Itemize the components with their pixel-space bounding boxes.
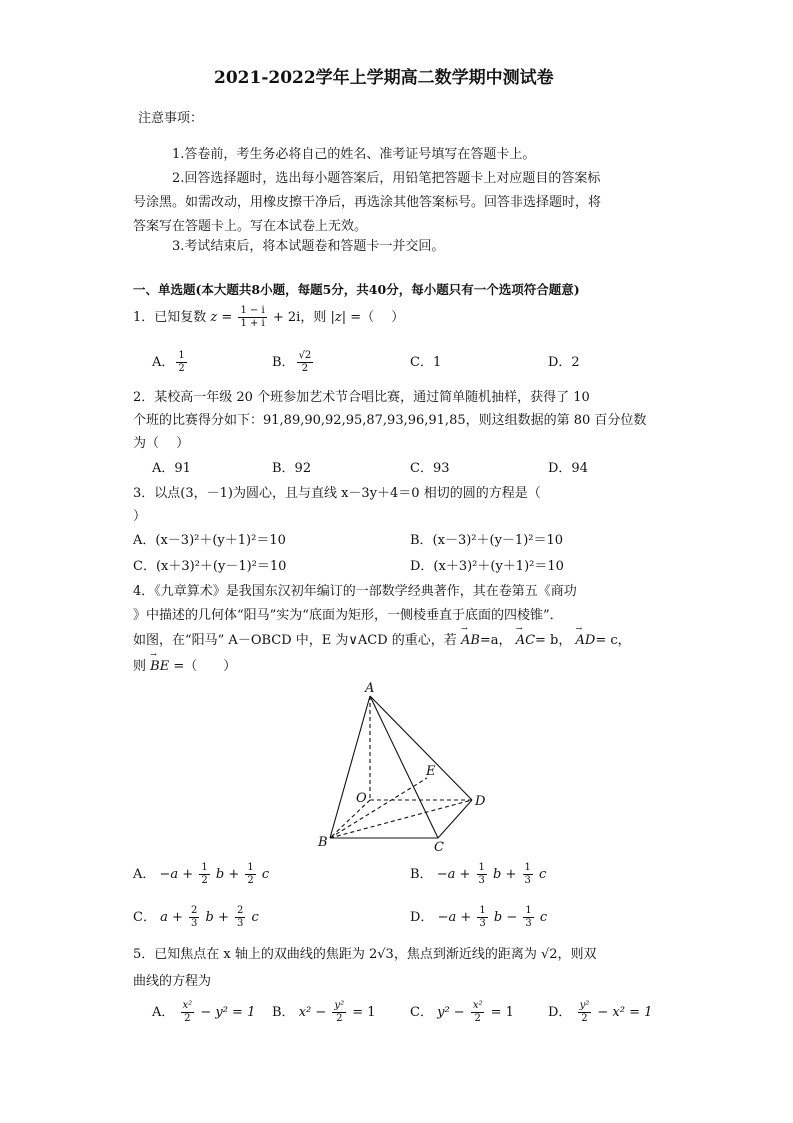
label-d: D xyxy=(475,794,486,809)
q4-option-b xyxy=(410,862,546,887)
q5-a-rest: − y² = 1 xyxy=(200,1005,256,1020)
q4-c-term-1: a + xyxy=(160,910,183,925)
edge-ab xyxy=(330,696,370,838)
notice-item-3: 3.考试结束后，将本试题卷和答题卡一并交回。 xyxy=(172,239,445,254)
q4-b-frac-1 xyxy=(477,862,487,887)
q4-d-frac-1 xyxy=(477,905,487,930)
q5-b-pre: x² − xyxy=(298,1005,327,1020)
q4-option-a xyxy=(133,862,269,887)
q5-d-label: D． xyxy=(548,1005,572,1020)
q4-d-label: D． xyxy=(410,910,434,925)
q5-c-label: C． xyxy=(410,1005,433,1020)
q1-abs: |z| xyxy=(330,310,347,325)
q4-line-3 xyxy=(133,634,631,647)
q4-a-term-3: c xyxy=(261,867,270,882)
q4-option-c xyxy=(133,905,259,930)
q4-c-frac-1 xyxy=(189,905,199,930)
q1-num: 1 − i xyxy=(240,305,265,316)
q4-d-term-2: b − xyxy=(493,910,518,925)
q5-d-den: 2 xyxy=(581,1013,588,1024)
q4-c-label: C． xyxy=(133,910,156,925)
q5-line-1: 5．已知焦点在 x 轴上的双曲线的焦距为 2√3，焦点到渐近线的距离为 √2，则双 xyxy=(133,947,597,962)
q1-den: 1 + i xyxy=(240,318,265,329)
q1-a-den: 2 xyxy=(178,363,185,374)
q4-a-term-2: b + xyxy=(215,867,240,882)
q5-c-den: 2 xyxy=(474,1013,481,1024)
notice-item-1: 1.答卷前，考生务必将自己的姓名、准考证号填写在答题卡上。 xyxy=(172,147,536,162)
q4-a-frac-1-den: 2 xyxy=(201,875,208,886)
q4-line-4-suffix: =（ ） xyxy=(173,659,237,674)
notice-item-2-cont2: 答案写在答题卡上。写在本试卷上无效。 xyxy=(133,219,368,234)
page-title: 2021-2022学年上学期高二数学期中测试卷 xyxy=(214,68,554,88)
q2-line-1: 2．某校高一年级 20 个班参加艺术节合唱比赛，通过简单随机抽样，获得了 10 xyxy=(133,390,590,405)
q4-vec-ad: → AD xyxy=(576,634,596,647)
q5-b-num: y² xyxy=(334,1000,345,1011)
q4-vec-ac: → AC xyxy=(516,634,535,647)
q4-d-term-3: c xyxy=(539,910,548,925)
q1-a-frac xyxy=(176,350,186,375)
notice-heading: 注意事项： xyxy=(138,111,204,126)
q5-b-label: B． xyxy=(272,1005,295,1020)
q4-option-d xyxy=(410,905,547,930)
section-heading: 一、单选题(本大题共8小题，每题5分，共40分，每小题只有一个选项符合题意) xyxy=(133,282,580,297)
q1-a-num: 1 xyxy=(178,350,185,361)
q5-option-d xyxy=(548,1000,652,1025)
question-1 xyxy=(133,305,404,330)
q5-option-b xyxy=(272,1000,376,1025)
q1-fraction xyxy=(238,305,266,330)
q5-c-pre: y² − xyxy=(437,1005,465,1020)
q4-vec-ab: → AB xyxy=(461,634,480,647)
q4-a-term-1: −a + xyxy=(159,867,194,882)
q4-b-label: B． xyxy=(410,867,433,882)
label-b: B xyxy=(318,835,328,850)
q1-option-b xyxy=(272,350,315,375)
notice-item-2: 2.回答选择题时，选出每小题答案后，用铅笔把答题卡上对应题目的答案标 xyxy=(172,171,601,186)
label-a: A xyxy=(365,681,375,696)
q3-line-1: 3．以点(3，－1)为圆心，且与直线 x－3y＋4＝0 相切的圆的方程是（ xyxy=(133,486,541,501)
q5-d-num: y² xyxy=(579,1000,590,1011)
q1-option-d: D．2 xyxy=(548,355,580,370)
q5-a-frac xyxy=(181,1000,195,1025)
q4-d-frac-2-num: 1 xyxy=(525,905,532,916)
q4-b-term-1: −a + xyxy=(436,867,471,882)
q4-b-frac-2-den: 3 xyxy=(524,875,531,886)
q4-b-frac-2-num: 1 xyxy=(524,862,531,873)
q3-option-d: D．(x＋3)²＋(y＋1)²＝10 xyxy=(410,559,564,574)
q2-option-c: C．93 xyxy=(410,461,450,476)
q4-a-frac-1-num: 1 xyxy=(201,862,208,873)
q5-a-num: x² xyxy=(182,1000,193,1011)
q5-c-num: x² xyxy=(472,1000,483,1011)
edge-cd xyxy=(438,800,472,838)
q4-eq-a: =a， xyxy=(479,633,512,648)
q1-b-den: 2 xyxy=(301,363,309,374)
q1-plus: + 2i，则 xyxy=(272,310,327,325)
q2-option-a: A．91 xyxy=(152,461,191,476)
q1-z: z = xyxy=(210,310,233,325)
q5-b-frac xyxy=(332,1000,346,1025)
q2-option-b: B．92 xyxy=(272,461,312,476)
q5-b-den: 2 xyxy=(336,1013,343,1024)
q4-eq-b: = b， xyxy=(535,633,572,648)
q4-c-frac-2 xyxy=(235,905,245,930)
q5-option-a xyxy=(152,1000,255,1025)
q4-b-frac-1-den: 3 xyxy=(478,875,485,886)
pyramid-figure xyxy=(310,678,500,854)
q5-a-label: A． xyxy=(152,1005,175,1020)
q2-option-d: D．94 xyxy=(548,461,588,476)
q4-d-frac-1-num: 1 xyxy=(479,905,486,916)
q4-b-term-3: c xyxy=(539,867,547,882)
q1-b-label: B． xyxy=(272,355,295,370)
q5-a-den: 2 xyxy=(184,1013,191,1024)
q4-line-4 xyxy=(133,660,236,673)
q1-option-a xyxy=(152,350,189,375)
q5-option-c xyxy=(410,1000,514,1025)
label-e: E xyxy=(426,764,436,779)
q5-b-rest: = 1 xyxy=(352,1005,376,1020)
q4-a-label: A． xyxy=(133,867,156,882)
q3-option-b: B．(x－3)²＋(y－1)²＝10 xyxy=(410,533,564,548)
notice-item-2-cont: 号涂黑。如需改动，用橡皮擦干净后，再选涂其他答案标号。回答非选择题时，将 xyxy=(133,195,602,210)
q4-a-frac-1 xyxy=(199,862,209,887)
q1-b-num: √2 xyxy=(298,350,312,361)
q4-vec-be: → BE xyxy=(150,660,169,673)
q4-c-term-2: b + xyxy=(205,910,229,925)
edge-bd xyxy=(330,800,472,838)
q4-d-frac-2 xyxy=(523,905,533,930)
q5-line-2: 曲线的方程为 xyxy=(133,974,212,989)
q4-a-frac-2-num: 1 xyxy=(247,862,254,873)
q4-b-term-2: b + xyxy=(493,867,517,882)
q4-c-frac-2-den: 3 xyxy=(237,918,244,929)
q4-line-2: 》中描述的几何体“阳马”实为“底面为矩形，一侧棱垂直于底面的四棱锥”． xyxy=(133,608,563,623)
q4-b-frac-1-num: 1 xyxy=(478,862,485,873)
q5-c-frac xyxy=(471,1000,485,1025)
q4-b-frac-2 xyxy=(523,862,533,887)
q5-d-frac xyxy=(578,1000,592,1025)
q4-line-1: 4．《九章算术》是我国东汉初年编订的一部数学经典著作，其在卷第五《商功 xyxy=(133,584,577,599)
q1-prefix: 1．已知复数 xyxy=(133,310,207,325)
label-o: O xyxy=(356,791,367,806)
q4-d-term-1: −a + xyxy=(437,910,472,925)
q1-option-c: C．1 xyxy=(410,355,442,370)
q4-c-frac-2-num: 2 xyxy=(237,905,244,916)
q4-d-frac-2-den: 3 xyxy=(525,918,532,929)
q3-line-2: ） xyxy=(133,509,147,524)
q4-eq-c: = c， xyxy=(595,633,631,648)
q4-a-frac-2 xyxy=(245,862,255,887)
q1-a-label: A． xyxy=(152,355,175,370)
q3-option-a: A．(x－3)²＋(y＋1)²＝10 xyxy=(133,533,286,548)
q2-line-3: 为（ ） xyxy=(133,436,190,451)
q5-d-rest: − x² = 1 xyxy=(597,1005,653,1020)
q1-suffix: =（ ） xyxy=(350,310,405,325)
q1-b-frac xyxy=(297,350,314,375)
edge-ad xyxy=(370,696,472,800)
q5-c-rest: = 1 xyxy=(490,1005,514,1020)
q4-c-term-3: c xyxy=(251,910,259,925)
q2-line-2: 个班的比赛得分如下：91,89,90,92,95,87,93,96,91,85，则这组数据的第 80 百分位数 xyxy=(133,413,647,428)
q4-c-frac-1-num: 2 xyxy=(191,905,198,916)
q4-a-frac-2-den: 2 xyxy=(247,875,254,886)
q4-line-4-prefix: 则 xyxy=(133,659,147,674)
q4-c-frac-1-den: 3 xyxy=(191,918,198,929)
q4-d-frac-1-den: 3 xyxy=(479,918,486,929)
label-c: C xyxy=(434,840,444,854)
q4-line-3-text: 如图，在“阳马” A－OBCD 中，E 为∨ACD 的重心，若 xyxy=(133,633,457,648)
q3-option-c: C．(x＋3)²＋(y－1)²＝10 xyxy=(133,559,287,574)
